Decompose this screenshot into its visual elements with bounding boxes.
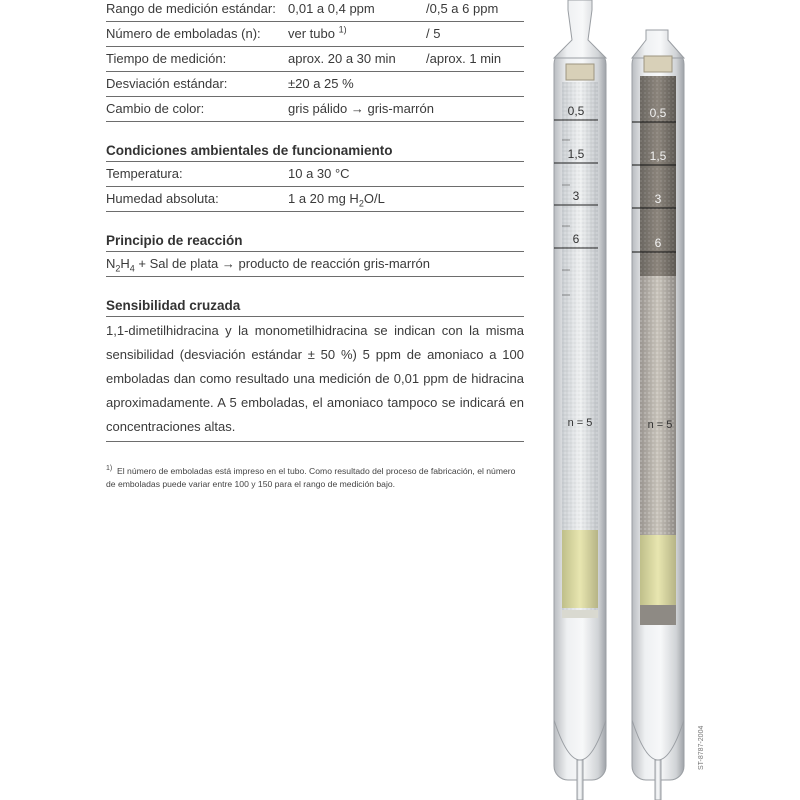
spec-value-alt: /0,5 a 6 ppm (426, 1, 499, 16)
reaction-section (106, 231, 524, 277)
spec-value: 0,01 a 0,4 ppm (288, 1, 375, 16)
tube-mark: 1,5 (567, 147, 585, 161)
spec-value: aprox. 20 a 30 min (288, 51, 396, 66)
footnote-ref: 1) (338, 24, 347, 35)
spec-value-alt: /aprox. 1 min (426, 51, 502, 66)
env-section (106, 141, 524, 212)
tube-right (632, 30, 684, 800)
spec-label: Cambio de color: (106, 101, 205, 116)
spec-label: Desviación estándar: (106, 76, 228, 91)
cross-sensitivity-text: 1,1-dimetilhidracina y la monometilhidracina se indican con la misma sensibilidad (desviación estándar ± 50 %) 5 ppm de amoniaco a 100 emboladas dan como resultado una medición de 0,01 ppm de hidracina aproximadamente. A 5 emboladas, el amoniaco tampoco se indicará en concentraciones altas. (106, 323, 524, 434)
footnote-mark: 1) (106, 465, 113, 473)
tube-mark: 6 (572, 232, 580, 246)
section-title: Sensibilidad cruzada (106, 298, 241, 313)
cross-sensitivity-section (106, 296, 524, 442)
tube-mark: 3 (572, 189, 580, 203)
tube-stroke-label: n = 5 (647, 419, 673, 431)
env-value-text: 1 a 20 mg H (288, 191, 359, 206)
spec-row (106, 97, 524, 121)
document-body (106, 0, 524, 491)
section-title: Principio de reacción (106, 233, 243, 248)
footnote-text: El número de emboladas está impreso en el tubo. Como resultado del proceso de fabricación, el número de emboladas puede variar entre 100 y 150 para el rango de medición bajo. (106, 466, 516, 489)
env-label: Temperatura: (106, 166, 183, 181)
env-value (288, 187, 385, 211)
spec-value: gris pálido → gris-marrón (288, 101, 434, 116)
subscript: 2 (358, 198, 364, 209)
divider (106, 441, 524, 442)
spec-row (106, 0, 524, 21)
formula-part: + Sal de plata → producto de reacción gris-marrón (134, 256, 430, 271)
env-value-text: O/L (363, 191, 385, 206)
detector-tubes-photo (540, 0, 700, 800)
tube-left (554, 0, 606, 800)
spec-label: Número de emboladas (n): (106, 26, 261, 41)
spec-value (288, 22, 426, 46)
spec-row (106, 47, 524, 71)
spec-value: ±20 a 25 % (288, 76, 354, 91)
divider (106, 121, 524, 122)
spec-label: Tiempo de medición: (106, 51, 227, 66)
reaction-formula (106, 252, 524, 276)
image-code: ST-8787-2004 (698, 725, 705, 770)
divider (106, 276, 524, 277)
spec-row (106, 22, 524, 46)
tube-mark: 3 (654, 192, 662, 206)
subscript: 4 (129, 263, 135, 274)
tube-mark: 1,5 (649, 149, 667, 163)
spec-row (106, 72, 524, 96)
env-label: Humedad absoluta: (106, 191, 219, 206)
spec-label: Rango de medición estándar: (106, 1, 276, 16)
formula-part: N (106, 256, 116, 271)
tube-mark: 6 (654, 236, 662, 250)
spec-value-alt: / 5 (426, 26, 441, 41)
footnote (106, 465, 524, 491)
tube-mark: 0,5 (567, 104, 585, 118)
env-row (106, 162, 524, 186)
divider (106, 211, 524, 212)
spec-value-text: ver tubo (288, 26, 335, 41)
tube-stroke-label: n = 5 (567, 417, 593, 429)
env-row (106, 187, 524, 211)
tube-mark: 0,5 (649, 106, 667, 120)
subscript: 2 (115, 263, 121, 274)
env-value: 10 a 30 °C (288, 166, 350, 181)
formula-part: H (120, 256, 130, 271)
section-title: Condiciones ambientales de funcionamiento (106, 143, 393, 158)
spec-table (106, 0, 524, 122)
divider (106, 316, 524, 317)
